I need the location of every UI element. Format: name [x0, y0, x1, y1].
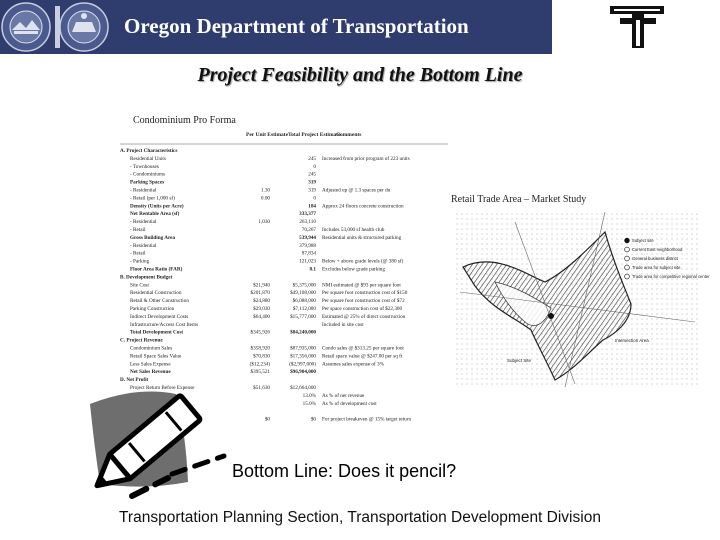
table-row-per-unit: $51,630	[253, 385, 270, 391]
table-row-comment: Condo sales @ $313.25 per square foot	[322, 345, 404, 352]
table-row-label: B. Development Budget	[120, 274, 173, 281]
legend-entry: Trade area for competitive regional center	[632, 274, 710, 279]
table-row-per-unit: $24,880	[253, 298, 270, 305]
slide-title: Project Feasibility and the Bottom Line	[197, 64, 523, 86]
table-row-comment: Includes 53,000 sf health club	[322, 227, 385, 233]
table-row-label: Condominium Sales	[130, 345, 173, 352]
table-row-per-unit: $64,400	[253, 313, 270, 320]
table-row-comment: Per square foot construction cost of $72	[322, 298, 405, 305]
bottom-line-text: Bottom Line: Does it pencil?	[232, 461, 457, 481]
table-row-per-unit: $70,830	[253, 353, 270, 360]
table-row-total: 0	[313, 163, 316, 170]
col-header-per-unit: Per Unit Estimate	[246, 132, 289, 138]
table-row-label: Retail Space Sales Value	[130, 353, 182, 360]
table-row-label: Residential Construction	[130, 290, 182, 297]
table-row-total: 333,377	[299, 211, 316, 218]
table-row-label: - Residential	[130, 187, 157, 194]
table-row-label: Site Cost	[130, 282, 149, 289]
trade-area-map	[455, 212, 710, 387]
table-row-total: $7,112,000	[292, 306, 316, 312]
table-row-per-unit: $29,030	[253, 306, 270, 312]
table-row-comment: Estimated @ 25% of direct construction	[322, 313, 406, 320]
table-row-label: - Condominiums	[130, 171, 166, 178]
table-row-label: - Residential	[130, 242, 157, 249]
market-study-title: Retail Trade Area – Market Study	[451, 194, 587, 205]
legend-marker	[625, 238, 630, 243]
table-row-per-unit: $358,920	[250, 345, 270, 352]
table-row-comment: Adjusted up @ 1.3 spaces per du	[322, 187, 391, 194]
table-row-comment: Per space construction cost of $22,300	[322, 306, 403, 312]
table-row-total: $87,935,000	[290, 345, 316, 352]
legend-marker	[625, 256, 630, 261]
col-header-total: Total Project Estimate	[288, 132, 341, 138]
table-row-label: Net Rentable Area (sf)	[130, 211, 180, 218]
table-row-total: 184	[308, 203, 316, 210]
table-row-total: 15.0%	[302, 400, 316, 407]
table-row-label: Infrastructure/Access Cost Items	[130, 321, 198, 328]
table-row-total: $96,904,000	[290, 369, 316, 376]
table-row-label: Indirect Development Costs	[130, 313, 189, 320]
header-banner	[0, 0, 552, 54]
legend-entry: Current East neighborhood	[632, 247, 683, 252]
table-row-total: 87,834	[301, 250, 316, 257]
map-label-intersection: Intersection Area	[615, 338, 649, 343]
table-row-label: Density (Units per Acre)	[130, 203, 184, 210]
table-row-label: C. Project Revenue	[120, 337, 163, 344]
table-row-per-unit: 1.30	[260, 187, 270, 194]
table-row-total: $12,664,000	[290, 385, 316, 391]
table-row-total: 263,110	[299, 219, 316, 226]
table-row-total: $6,088,000	[292, 298, 316, 305]
table-row-total: 8.1	[309, 266, 316, 273]
legend-marker	[625, 274, 630, 279]
table-row-label: A. Project Characteristics	[120, 148, 178, 154]
table-row-per-unit: 1,030	[258, 219, 270, 226]
table-row-total: $15,777,000	[290, 313, 316, 320]
table-row-label: Floor Area Ratio (FAR)	[130, 266, 183, 273]
table-row-label: Total Development Cost	[130, 329, 184, 336]
table-row-comment: Retail space value @ $247.00 per sq ft	[322, 353, 403, 360]
table-row-label: Parking Construction	[130, 306, 175, 312]
table-row-total: 70,267	[301, 227, 316, 233]
table-row-comment: For project breakeven @ 15% target return	[322, 416, 412, 423]
odot-logo-icon	[606, 2, 668, 52]
table-row-label: Gross Building Area	[130, 234, 176, 241]
table-row-total: $17,356,000	[290, 353, 316, 360]
table-row-total: $5,375,000	[292, 282, 316, 289]
table-row-total: $84,240,000	[290, 329, 316, 336]
table-row-total: 13.0%	[302, 392, 316, 399]
legend-entry: General business district	[632, 256, 678, 261]
legend-marker	[625, 247, 630, 252]
legend-entry: Subject site	[632, 238, 654, 243]
table-row-per-unit: 0.00	[260, 195, 270, 202]
table-row-per-unit: $21,940	[253, 282, 270, 289]
table-row-label: - Townhouses	[130, 163, 159, 170]
table-row-label: Net Sales Revenue	[130, 369, 171, 376]
table-row-total: 245	[308, 171, 316, 178]
table-row-per-unit: $345,926	[250, 329, 270, 336]
pencil-icon	[76, 364, 226, 514]
oregon-seal-icon	[2, 0, 118, 54]
table-row-label: Residential Units	[130, 155, 166, 162]
table-row-comment: Below + above grade levels (@ 380 sf)	[322, 258, 404, 265]
table-row-label: - Retail	[130, 250, 146, 257]
legend-entry: Trade area for subject site	[632, 265, 681, 270]
pro-forma-title: Condominium Pro Forma	[133, 115, 236, 126]
table-row-total: 0	[313, 195, 316, 202]
table-row-per-unit: ($12,234)	[249, 361, 270, 368]
table-row-label: - Residential	[130, 219, 157, 226]
table-row-total: 121,023	[299, 258, 316, 265]
table-row-comment: Excludes below grade parking	[322, 266, 385, 273]
table-row-label: - Parking	[130, 258, 150, 265]
table-row-comment: As % of development cost	[322, 400, 377, 407]
table-row-comment: Assumes sales expense of 3%	[322, 361, 384, 368]
table-row-per-unit: $0	[264, 416, 270, 423]
table-row-comment: As % of net revenue	[322, 392, 365, 399]
col-header-comments: Comments	[336, 132, 362, 138]
table-row-total: $49,108,000	[290, 290, 316, 297]
table-row-label: Retail & Other Construction	[130, 298, 189, 305]
table-row-per-unit: $395,521	[250, 369, 270, 376]
table-row-per-unit: $201,870	[250, 290, 270, 297]
table-row-total: 379,988	[299, 242, 316, 249]
table-row-total: 245	[308, 155, 316, 162]
table-row-label: - Retail	[130, 227, 146, 233]
table-row-total: 319	[308, 187, 316, 194]
table-row-label: Project Return Before Expense	[130, 385, 195, 391]
table-row-label: D. Net Profit	[120, 377, 149, 384]
table-row-comment: Included in site cost	[322, 321, 364, 328]
table-row-label: - Retail (per 1,000 sf)	[130, 195, 175, 202]
map-label-subject: Subject Site	[507, 358, 532, 363]
table-row-comment: Approx 24 floors concrete construction	[322, 203, 404, 210]
table-row-total: 319	[308, 179, 316, 186]
table-row-total: 539,944	[299, 234, 316, 241]
table-row-comment: NMI estimated @ $93 per square foot	[322, 282, 401, 289]
table-row-total: $0	[310, 416, 316, 423]
table-row-label: Parking Spaces	[130, 179, 165, 186]
table-row-comment: Per square foot construction cost of $150	[322, 290, 408, 297]
table-row-label: Less Sales Expense	[130, 361, 171, 368]
legend-marker	[625, 265, 630, 270]
table-row-comment: Increased from prior program of 223 units	[322, 155, 410, 162]
footer-text: Transportation Planning Section, Transportation Development Division	[119, 509, 601, 526]
agency-name: Oregon Department of Transportation	[124, 14, 469, 38]
table-row-total: ($2,997,000)	[289, 361, 316, 368]
table-row-comment: Residential units & structured parking	[322, 234, 402, 241]
